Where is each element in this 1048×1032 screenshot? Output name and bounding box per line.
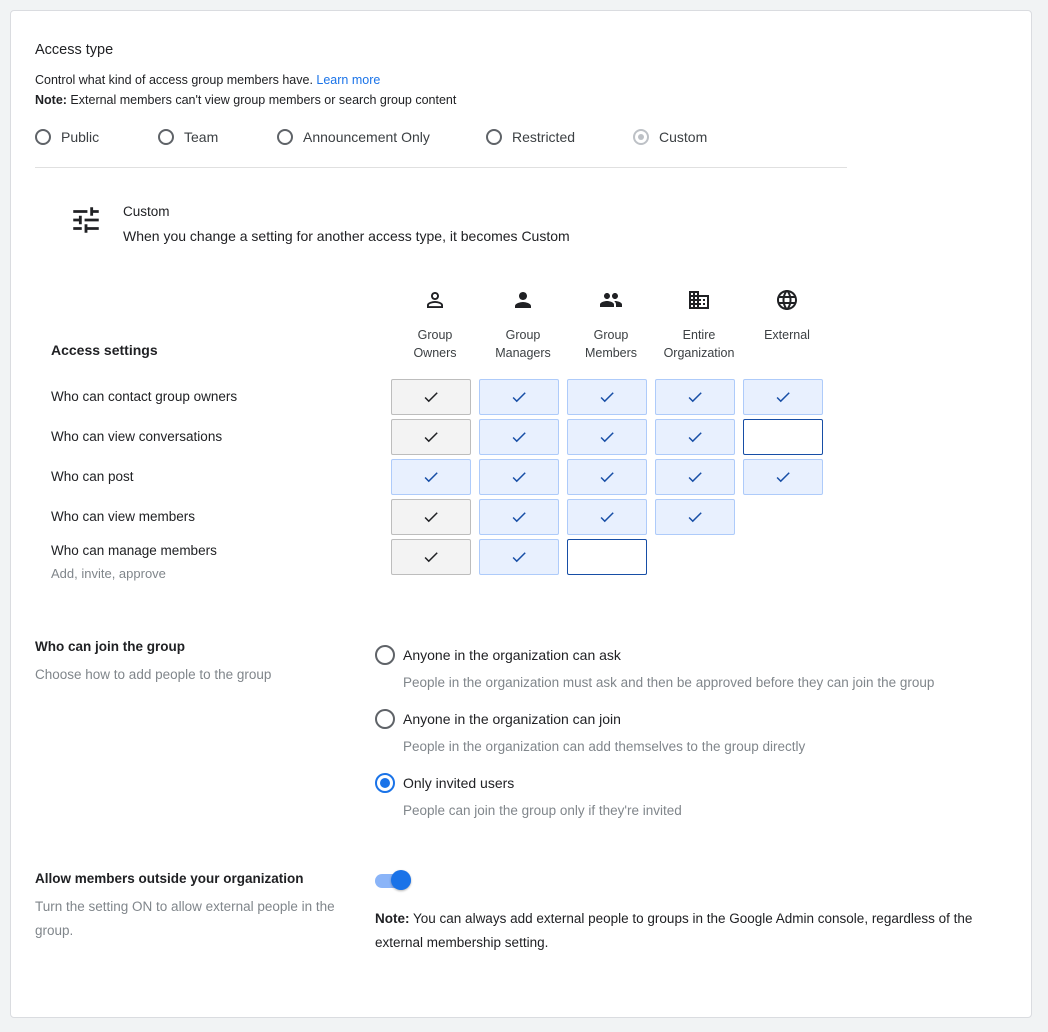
check-icon <box>510 548 528 566</box>
permission-checkbox-checked[interactable] <box>567 499 647 535</box>
access-type-description-text: Control what kind of access group members have. <box>35 73 313 87</box>
check-icon <box>510 508 528 526</box>
external-section-description: Turn the setting ON to allow external people in the group. <box>35 899 335 938</box>
permission-checkbox-locked[interactable] <box>391 499 471 535</box>
access-type-option-label: Team <box>184 129 219 145</box>
radio-circle[interactable] <box>277 129 293 145</box>
check-icon <box>686 428 704 446</box>
permission-checkbox-checked[interactable] <box>743 379 823 415</box>
access-type-radio-group <box>35 129 855 151</box>
join-option-label: Anyone in the organization can ask <box>403 647 621 663</box>
check-icon <box>686 468 704 486</box>
radio-circle-selected-disabled[interactable] <box>633 129 649 145</box>
join-option-description: People in the organization can add themselves to the group directly <box>403 739 806 754</box>
join-option-description: People in the organization must ask and then be approved before they can join the group <box>403 675 935 690</box>
toggle-knob <box>391 870 411 890</box>
tune-icon <box>69 203 103 237</box>
custom-panel-description: When you change a setting for another access type, it becomes Custom <box>123 228 570 244</box>
column-header-line: External <box>764 328 810 342</box>
column-header-line: Managers <box>495 346 551 360</box>
access-type-description <box>35 73 380 87</box>
permission-checkbox-checked[interactable] <box>655 459 735 495</box>
column-header-line: Group <box>505 328 541 342</box>
check-icon <box>774 388 792 406</box>
access-type-option-announcement-only[interactable] <box>277 129 430 145</box>
access-type-note <box>35 93 456 107</box>
join-option-ask[interactable] <box>375 645 621 665</box>
column-header-line: Organization <box>663 346 735 360</box>
column-header-group-managers <box>479 326 567 362</box>
permission-checkbox-checked[interactable] <box>391 459 471 495</box>
permission-checkbox-checked[interactable] <box>655 379 735 415</box>
external-section-title: Allow members outside your organization <box>35 871 304 886</box>
permission-checkbox-checked[interactable] <box>479 459 559 495</box>
row-label-view-members: Who can view members <box>51 509 196 524</box>
domain-icon <box>687 288 711 312</box>
radio-circle-selected[interactable] <box>375 773 395 793</box>
person-icon <box>511 288 535 312</box>
join-option-invited[interactable] <box>375 773 514 793</box>
person-outline-icon <box>423 288 447 312</box>
access-type-option-label: Restricted <box>512 129 576 145</box>
permission-checkbox-unchecked[interactable] <box>743 419 823 455</box>
check-icon <box>422 508 440 526</box>
row-label-post: Who can post <box>51 469 134 484</box>
permission-checkbox-checked[interactable] <box>655 419 735 455</box>
permission-checkbox-locked[interactable] <box>391 419 471 455</box>
column-header-group-members <box>567 326 655 362</box>
access-type-option-team[interactable] <box>158 129 218 145</box>
external-note-label: Note: <box>375 911 410 926</box>
join-option-label: Only invited users <box>403 775 515 791</box>
permission-checkbox-checked[interactable] <box>567 419 647 455</box>
join-option-join[interactable] <box>375 709 621 729</box>
join-section-description: Choose how to add people to the group <box>35 667 272 682</box>
check-icon <box>686 388 704 406</box>
join-option-description: People can join the group only if they're invited <box>403 803 682 818</box>
check-icon <box>422 548 440 566</box>
access-type-option-public[interactable] <box>35 129 99 145</box>
join-section-title: Who can join the group <box>35 639 185 654</box>
access-settings-heading: Access settings <box>51 342 158 358</box>
column-header-external <box>743 326 831 344</box>
check-icon <box>686 508 704 526</box>
check-icon <box>598 508 616 526</box>
radio-circle[interactable] <box>375 709 395 729</box>
check-icon <box>422 388 440 406</box>
access-type-option-restricted[interactable] <box>486 129 575 145</box>
permission-checkbox-checked[interactable] <box>655 499 735 535</box>
check-icon <box>422 468 440 486</box>
check-icon <box>598 388 616 406</box>
check-icon <box>510 468 528 486</box>
row-sublabel-manage-members: Add, invite, approve <box>51 566 166 581</box>
permission-checkbox-checked[interactable] <box>479 419 559 455</box>
external-note <box>375 907 1015 955</box>
column-header-entire-organization <box>655 326 743 362</box>
permission-checkbox-locked[interactable] <box>391 539 471 575</box>
permission-checkbox-checked[interactable] <box>479 499 559 535</box>
permission-checkbox-locked[interactable] <box>391 379 471 415</box>
row-label-view-conversations: Who can view conversations <box>51 429 223 444</box>
permission-checkbox-checked[interactable] <box>479 379 559 415</box>
custom-panel-title: Custom <box>123 204 170 219</box>
column-header-group-owners <box>391 326 479 362</box>
column-header-line: Owners <box>413 346 457 360</box>
divider <box>35 167 847 168</box>
column-header-line: Entire <box>682 328 716 342</box>
access-type-option-label: Custom <box>659 129 708 145</box>
people-icon <box>599 288 623 312</box>
external-note-text: You can always add external people to groups in the Google Admin console, regardless of the external membership setting. <box>375 911 973 950</box>
access-type-title: Access type <box>35 42 114 58</box>
permission-checkbox-checked[interactable] <box>479 539 559 575</box>
row-label-manage-members: Who can manage members <box>51 543 217 558</box>
row-label-contact-owners: Who can contact group owners <box>51 389 238 404</box>
permission-checkbox-checked[interactable] <box>567 459 647 495</box>
column-header-line: Group <box>417 328 453 342</box>
permission-checkbox-unchecked[interactable] <box>567 539 647 575</box>
access-type-option-label: Public <box>61 129 100 145</box>
radio-circle[interactable] <box>486 129 502 145</box>
check-icon <box>598 468 616 486</box>
permission-checkbox-checked[interactable] <box>567 379 647 415</box>
access-type-option-label: Announcement Only <box>303 129 430 145</box>
radio-circle[interactable] <box>35 129 51 145</box>
check-icon <box>774 468 792 486</box>
group-settings-card <box>10 10 1032 1018</box>
access-type-option-custom[interactable] <box>633 129 707 145</box>
radio-circle[interactable] <box>158 129 174 145</box>
radio-circle[interactable] <box>375 645 395 665</box>
learn-more-link[interactable]: Learn more <box>316 73 381 87</box>
external-members-toggle[interactable] <box>375 869 413 893</box>
check-icon <box>510 388 528 406</box>
check-icon <box>422 428 440 446</box>
column-header-line: Group <box>593 328 629 342</box>
join-option-label: Anyone in the organization can join <box>403 711 621 727</box>
check-icon <box>598 428 616 446</box>
access-type-note-label: Note: <box>35 93 67 107</box>
column-header-line: Members <box>584 346 638 360</box>
access-type-note-text: External members can't view group members or search group content <box>66 93 457 107</box>
check-icon <box>510 428 528 446</box>
globe-icon <box>775 288 799 312</box>
permission-checkbox-checked[interactable] <box>743 459 823 495</box>
